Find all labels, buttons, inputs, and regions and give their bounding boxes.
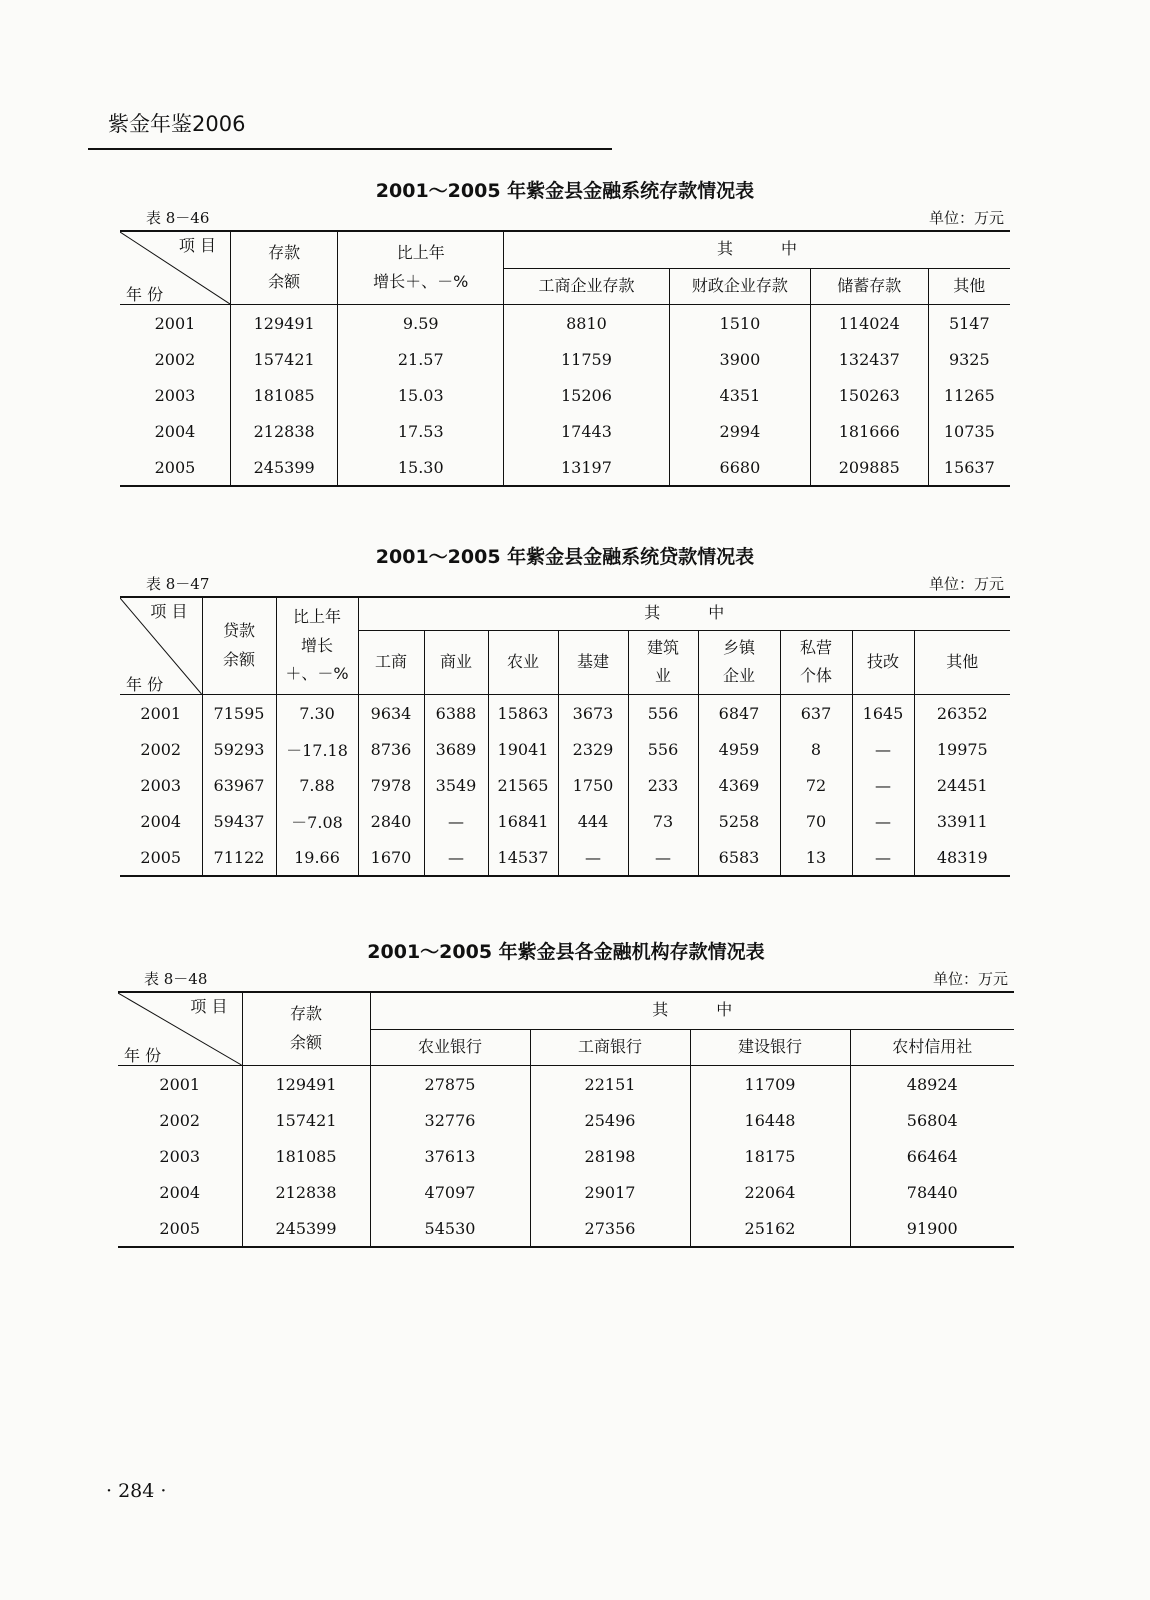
value-cell: 2329 [558,731,628,767]
value-cell: 70 [780,803,852,839]
value-cell: 28198 [530,1138,690,1174]
value-cell: 13 [780,839,852,876]
value-cell: 54530 [370,1210,530,1247]
value-cell: 7.88 [276,767,358,803]
col-header-industrial-commercial-bank: 工商银行 [530,1029,690,1065]
value-cell: 10735 [928,413,1010,449]
col-header-industrial-deposit: 工商企业存款 [504,268,670,304]
table-row [120,413,1010,449]
col-header-agricultural-bank: 农业银行 [370,1029,530,1065]
value-cell: — [852,839,914,876]
table-row [120,803,1010,839]
year-cell: 2005 [118,1210,242,1247]
value-cell: 3673 [558,695,628,732]
value-cell: 19.66 [276,839,358,876]
col-header-rural-credit-cooperative: 农村信用社 [850,1029,1014,1065]
corner-item-label: 项 目 [190,997,228,1016]
table-row [120,341,1010,377]
corner-item-label: 项 目 [150,602,188,621]
value-cell: 16448 [690,1102,850,1138]
value-cell: 11709 [690,1066,850,1103]
value-cell: 17.53 [338,413,504,449]
value-cell: 5258 [698,803,780,839]
value-cell: 9634 [358,695,424,732]
value-cell: －7.08 [276,803,358,839]
year-cell: 2002 [120,731,202,767]
value-cell: 3689 [424,731,488,767]
value-cell: 18175 [690,1138,850,1174]
value-cell: 21.57 [338,341,504,377]
value-cell: 181085 [230,377,337,413]
loan-table [120,596,1010,877]
year-cell: 2005 [120,839,202,876]
value-cell: 71122 [202,839,276,876]
value-cell: 5147 [928,305,1010,342]
value-cell: 4351 [669,377,810,413]
col-header-loan-balance: 贷款 余额 [202,597,276,695]
value-cell: 212838 [242,1174,370,1210]
page-number: · 284 · [106,1480,167,1502]
value-cell: 9.59 [338,305,504,342]
deposit-table [120,230,1010,487]
corner-year-label: 年 份 [124,1045,162,1065]
table-row [118,1066,1014,1103]
col-header-growth: 比上年 增长 ＋、－% [276,597,358,695]
value-cell: 32776 [370,1102,530,1138]
value-cell: 7978 [358,767,424,803]
value-cell: 181085 [242,1138,370,1174]
table-title: 2001～2005 年紫金县各金融机构存款情况表 [367,941,765,963]
value-cell: 21565 [488,767,558,803]
col-header-infrastructure: 基建 [558,630,628,694]
value-cell: — [558,839,628,876]
col-header-construction-bank: 建设银行 [690,1029,850,1065]
value-cell: 22064 [690,1174,850,1210]
value-cell: 556 [628,731,698,767]
value-cell: 7.30 [276,695,358,732]
value-cell: 157421 [242,1102,370,1138]
value-cell: 15.30 [338,449,504,486]
value-cell: －17.18 [276,731,358,767]
value-cell: 15.03 [338,377,504,413]
year-cell: 2002 [118,1102,242,1138]
value-cell: 233 [628,767,698,803]
table-unit: 单位：万元 [928,575,1004,593]
col-header-of-which: 其 中 [370,992,1014,1029]
value-cell: 22151 [530,1066,690,1103]
value-cell: 78440 [850,1174,1014,1210]
header-corner-cell [118,992,242,1066]
table-meta [120,572,1010,596]
value-cell: 4369 [698,767,780,803]
value-cell: 25496 [530,1102,690,1138]
value-cell: — [852,731,914,767]
value-cell: 59293 [202,731,276,767]
value-cell: 27875 [370,1066,530,1103]
table-row [120,695,1010,732]
table-body [120,305,1010,487]
value-cell: 444 [558,803,628,839]
value-cell: 556 [628,695,698,732]
table-unit: 单位：万元 [932,970,1008,988]
col-header-savings-deposit: 储蓄存款 [810,268,928,304]
col-header-deposit-balance: 存款 余额 [242,992,370,1066]
table-number: 表 8－46 [146,209,210,227]
value-cell: 37613 [370,1138,530,1174]
running-head: 紫金年鉴2006 [108,112,246,136]
year-cell: 2001 [120,695,202,732]
table-unit: 单位：万元 [928,209,1004,227]
col-header-commerce: 商业 [424,630,488,694]
year-cell: 2001 [120,305,230,342]
value-cell: 47097 [370,1174,530,1210]
value-cell: 132437 [810,341,928,377]
value-cell: 59437 [202,803,276,839]
value-cell: 15637 [928,449,1010,486]
value-cell: — [852,803,914,839]
value-cell: 29017 [530,1174,690,1210]
table-row [120,731,1010,767]
value-cell: 33911 [914,803,1010,839]
value-cell: — [628,839,698,876]
table-row [118,1210,1014,1247]
value-cell: 72 [780,767,852,803]
value-cell: 2994 [669,413,810,449]
value-cell: 2840 [358,803,424,839]
table-row [118,1174,1014,1210]
value-cell: 11265 [928,377,1010,413]
value-cell: 1750 [558,767,628,803]
value-cell: 17443 [504,413,670,449]
value-cell: 129491 [230,305,337,342]
value-cell: 15863 [488,695,558,732]
value-cell: 13197 [504,449,670,486]
value-cell: 9325 [928,341,1010,377]
col-header-industry-commerce: 工商 [358,630,424,694]
value-cell: 8810 [504,305,670,342]
year-cell: 2003 [120,767,202,803]
value-cell: 1670 [358,839,424,876]
value-cell: 6583 [698,839,780,876]
value-cell: 3549 [424,767,488,803]
value-cell: 19041 [488,731,558,767]
value-cell: 15206 [504,377,670,413]
value-cell: 24451 [914,767,1010,803]
value-cell: — [852,767,914,803]
value-cell: 6847 [698,695,780,732]
col-header-growth: 比上年 增长＋、－% [338,231,504,305]
value-cell: 6680 [669,449,810,486]
institution-deposit-table-section [118,937,1014,1248]
table-row [120,839,1010,876]
value-cell: 48319 [914,839,1010,876]
value-cell: 14537 [488,839,558,876]
value-cell: 27356 [530,1210,690,1247]
year-cell: 2004 [118,1174,242,1210]
table-meta [120,206,1010,230]
value-cell: 11759 [504,341,670,377]
value-cell: 25162 [690,1210,850,1247]
corner-year-label: 年 份 [126,674,164,694]
table-title: 2001～2005 年紫金县金融系统贷款情况表 [375,546,755,568]
value-cell: 3900 [669,341,810,377]
col-header-construction: 建筑 业 [628,630,698,694]
table-number: 表 8－47 [146,575,210,593]
col-header-of-which: 其 中 [358,597,1010,630]
corner-item-label: 项 目 [178,236,216,255]
year-cell: 2001 [118,1066,242,1103]
value-cell: 129491 [242,1066,370,1103]
value-cell: 26352 [914,695,1010,732]
table-row [118,1102,1014,1138]
value-cell: 245399 [230,449,337,486]
col-header-other: 其他 [928,268,1010,304]
value-cell: 8736 [358,731,424,767]
value-cell: 6388 [424,695,488,732]
header-corner-cell [120,231,230,305]
value-cell: 48924 [850,1066,1014,1103]
year-cell: 2004 [120,413,230,449]
col-header-of-which: 其 中 [504,231,1010,268]
year-cell: 2003 [120,377,230,413]
value-cell: 181666 [810,413,928,449]
header-rule [88,148,612,150]
value-cell: 19975 [914,731,1010,767]
value-cell: 1645 [852,695,914,732]
table-row [120,449,1010,486]
year-cell: 2004 [120,803,202,839]
value-cell: 91900 [850,1210,1014,1247]
institution-deposit-table [118,991,1014,1248]
value-cell: 4959 [698,731,780,767]
corner-year-label: 年 份 [126,284,164,304]
col-header-other: 其他 [914,630,1010,694]
deposit-table-section [120,176,1010,487]
table-row [120,305,1010,342]
table-number: 表 8－48 [144,970,208,988]
value-cell: — [424,803,488,839]
value-cell: 114024 [810,305,928,342]
value-cell: 56804 [850,1102,1014,1138]
value-cell: — [424,839,488,876]
value-cell: 637 [780,695,852,732]
table-row [120,377,1010,413]
col-header-agriculture: 农业 [488,630,558,694]
col-header-fiscal-deposit: 财政企业存款 [669,268,810,304]
table-title: 2001～2005 年紫金县金融系统存款情况表 [375,180,755,202]
table-row [120,767,1010,803]
value-cell: 157421 [230,341,337,377]
value-cell: 212838 [230,413,337,449]
year-cell: 2005 [120,449,230,486]
value-cell: 16841 [488,803,558,839]
loan-table-section [120,542,1010,877]
table-body [120,695,1010,877]
year-cell: 2003 [118,1138,242,1174]
value-cell: 1510 [669,305,810,342]
table-body [118,1066,1014,1248]
table-meta [118,967,1014,991]
col-header-technical-renovation: 技改 [852,630,914,694]
col-header-deposit-balance: 存款 余额 [230,231,337,305]
value-cell: 63967 [202,767,276,803]
value-cell: 209885 [810,449,928,486]
value-cell: 66464 [850,1138,1014,1174]
col-header-private-individual: 私营 个体 [780,630,852,694]
value-cell: 73 [628,803,698,839]
value-cell: 71595 [202,695,276,732]
header-corner-cell [120,597,202,695]
value-cell: 8 [780,731,852,767]
value-cell: 150263 [810,377,928,413]
table-row [118,1138,1014,1174]
col-header-township-enterprise: 乡镇 企业 [698,630,780,694]
value-cell: 245399 [242,1210,370,1247]
year-cell: 2002 [120,341,230,377]
